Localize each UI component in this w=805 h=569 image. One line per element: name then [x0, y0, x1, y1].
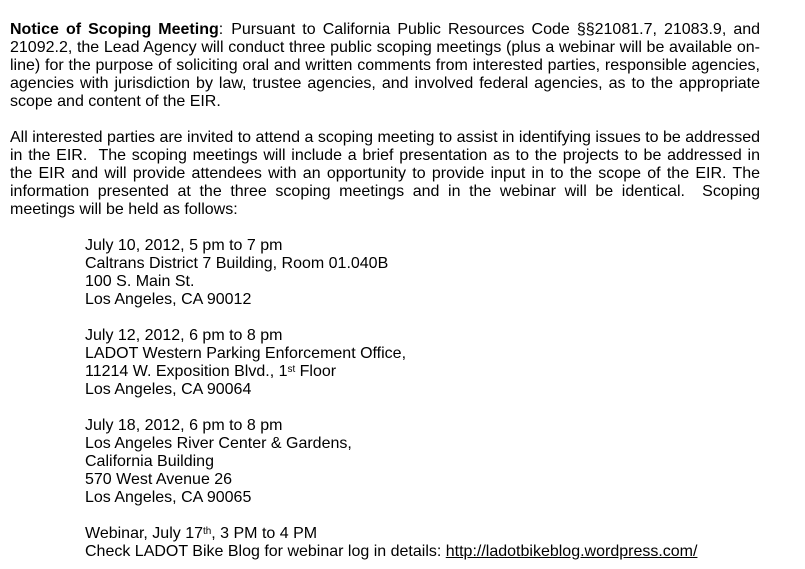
meeting-2-street-text: 11214 W. Exposition Blvd., 1	[85, 363, 288, 380]
meeting-3-datetime: July 18, 2012, 6 pm to 8 pm	[85, 417, 283, 434]
webinar-datetime-text-cont: , 3 PM to 4 PM	[211, 525, 318, 542]
meeting-1-datetime: July 10, 2012, 5 pm to 7 pm	[85, 237, 283, 254]
meeting-1-street: 100 S. Main St.	[85, 273, 195, 290]
meeting-1-city: Los Angeles, CA 90012	[85, 291, 252, 308]
webinar-block	[85, 525, 760, 561]
webinar-link[interactable]: http://ladotbikeblog.wordpress.com/	[445, 543, 698, 560]
meeting-block-1	[85, 237, 760, 309]
meeting-block-3	[85, 417, 760, 507]
ordinal-superscript: th	[203, 525, 212, 537]
meeting-2-city: Los Angeles, CA 90064	[85, 381, 252, 398]
notice-heading: Notice of Scoping Meeting	[10, 21, 219, 38]
meeting-3-venue: Los Angeles River Center & Gardens,	[85, 435, 352, 452]
meeting-1-venue: Caltrans District 7 Building, Room 01.040B	[85, 255, 389, 272]
meeting-2-street-text-cont: Floor	[295, 363, 337, 380]
webinar-details-label: Check LADOT Bike Blog for webinar log in details:	[85, 543, 446, 560]
meeting-block-2	[85, 327, 760, 399]
webinar-details-line	[85, 543, 760, 561]
notice-paragraph	[10, 21, 760, 111]
meeting-2-venue: LADOT Western Parking Enforcement Office,	[85, 345, 407, 362]
meeting-3-venue-building: California Building	[85, 453, 214, 470]
intro-paragraph: All interested parties are invited to attend a scoping meeting to assist in identifying issues to be addressed in the EIR. The scoping meetings will include a brief presentation as to the projects to be addressed in the EIR and will provide attendees with an opportunity to provide input in to the scope of the EIR. The information presented at the three scoping meetings and in the webinar will be identical. Scoping meetings will be held as follows:	[10, 129, 760, 218]
notice-body-text: Pursuant to California Public Resources Code §§21081.7, 21083.9, and 21092.2, the Lead Agency will conduct three public scoping meetings (plus a webinar will be available on-line) for the purpose of soliciting oral and written comments from interested parties, responsible agencies, agencies with jurisdiction by law, trustee agencies, and involved federal agencies, as to the appropriate scope and content of the EIR.	[10, 21, 761, 110]
meeting-2-street	[85, 363, 760, 381]
notice-colon: :	[218, 21, 224, 38]
webinar-datetime-text: Webinar, July 17	[85, 525, 203, 542]
webinar-datetime	[85, 525, 760, 543]
meeting-3-street: 570 West Avenue 26	[85, 471, 233, 488]
meeting-3-city: Los Angeles, CA 90065	[85, 489, 252, 506]
meeting-2-datetime: July 12, 2012, 6 pm to 8 pm	[85, 327, 283, 344]
ordinal-superscript: st	[287, 363, 296, 375]
